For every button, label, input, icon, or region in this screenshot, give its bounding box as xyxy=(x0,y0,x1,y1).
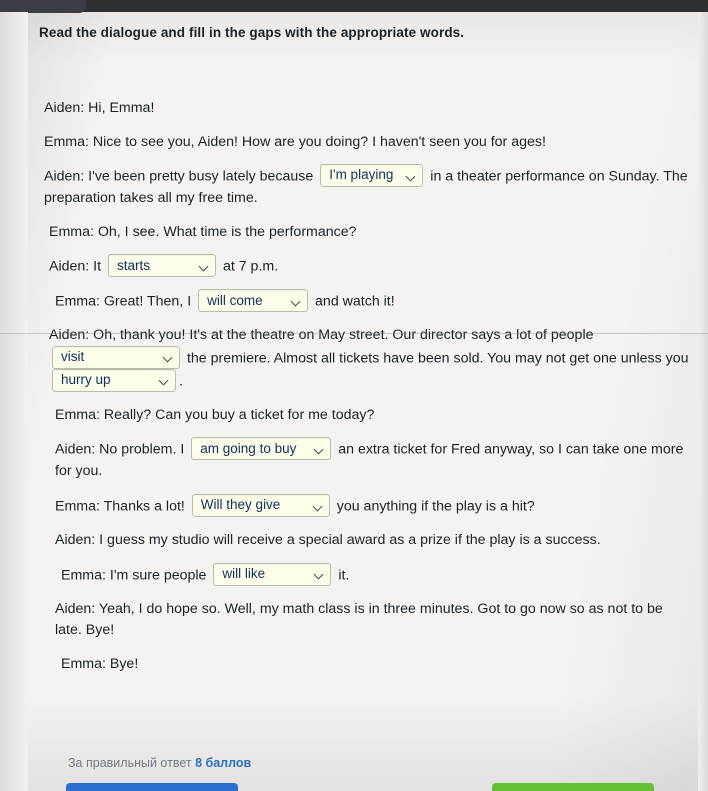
left-margin xyxy=(0,12,28,791)
dialogue-line xyxy=(61,564,689,587)
dialogue-text: Aiden: Hi, Emma! xyxy=(44,100,155,116)
next-button[interactable] xyxy=(492,783,654,791)
dialogue-line xyxy=(55,438,689,483)
check-button[interactable] xyxy=(66,783,238,791)
dialogue-line xyxy=(44,98,689,120)
gap-dropdown[interactable] xyxy=(191,437,331,460)
dialogue-line xyxy=(55,599,689,642)
dialogue-text: you anything if the play is a hit? xyxy=(332,498,535,515)
chevron-down-icon xyxy=(315,569,325,579)
gap-dropdown[interactable] xyxy=(52,369,176,392)
dialogue-line xyxy=(49,222,689,244)
score-label xyxy=(68,756,251,770)
dialogue-line xyxy=(61,654,689,676)
gap-selected-value: Will they give xyxy=(200,497,281,513)
chevron-down-icon xyxy=(407,171,417,181)
chevron-down-icon xyxy=(314,501,324,511)
gap-selected-value: visit xyxy=(61,349,85,365)
gap-dropdown[interactable] xyxy=(52,346,180,369)
dialogue-text: Emma: I'm sure people xyxy=(61,566,211,583)
dialogue-line xyxy=(55,405,689,427)
dialogue-text: Aiden: No problem. I xyxy=(55,441,189,458)
right-margin xyxy=(698,12,708,791)
dialogue-text: Emma: Thanks a lot! xyxy=(55,498,189,515)
gap-selected-value: I'm playing xyxy=(329,167,394,183)
dialogue-text: Aiden: I've been pretty busy lately because xyxy=(44,168,318,185)
gap-dropdown[interactable] xyxy=(192,494,330,517)
dialogue-line xyxy=(44,132,689,154)
dialogue-line xyxy=(49,325,693,393)
score-prefix: За правильный ответ xyxy=(68,756,196,770)
dialogue-text: Emma: Oh, I see. What time is the performance? xyxy=(49,223,357,240)
chevron-down-icon xyxy=(164,352,174,362)
dialogue-text: Emma: Nice to see you, Aiden! How are you doing? I haven't seen you for ages! xyxy=(44,133,546,150)
dialogue-text: and watch it! xyxy=(311,293,395,310)
score-points: 8 баллов xyxy=(195,756,252,770)
photo-seam xyxy=(0,333,708,334)
dialogue-text: Emma: Really? Can you buy a ticket for me today? xyxy=(55,406,375,423)
chevron-down-icon xyxy=(160,375,170,385)
chevron-down-icon xyxy=(292,296,302,306)
dialogue-text: an extra ticket for Fred anyway, so I can take one more for you. xyxy=(55,441,688,480)
gap-dropdown[interactable] xyxy=(213,563,331,586)
gap-selected-value: will like xyxy=(222,565,266,581)
dialogue-text: Aiden: I guess my studio will receive a special award as a prize if the play is a success. xyxy=(55,532,601,549)
dialogue-body xyxy=(39,98,693,687)
dialogue-text: the premiere. Almost all tickets have been sold. You may not get one unless you xyxy=(183,350,693,367)
gap-selected-value: am going to buy xyxy=(200,440,297,456)
dialogue-text: Emma: Bye! xyxy=(61,655,139,672)
browser-top-strip xyxy=(0,0,708,12)
gap-dropdown[interactable] xyxy=(320,164,423,187)
dialogue-line xyxy=(55,495,689,518)
gap-selected-value: will come xyxy=(207,292,263,308)
dialogue-line xyxy=(49,255,689,278)
gap-selected-value: hurry up xyxy=(61,372,111,388)
dialogue-line xyxy=(44,165,692,210)
dialogue-text: Aiden: Yeah, I do hope so. Well, my math class is in three minutes. Got to go now so as not to be late. Bye! xyxy=(55,600,667,639)
chevron-down-icon xyxy=(200,261,210,271)
dialogue-text: . xyxy=(179,373,183,390)
bottom-action-bar xyxy=(0,781,708,791)
dialogue-text: it. xyxy=(334,566,350,583)
dialogue-text: at 7 p.m. xyxy=(219,258,279,275)
dialogue-text: in a theater performance on Sunday. The preparation takes all my free time. xyxy=(44,168,692,207)
gap-selected-value: starts xyxy=(117,257,151,273)
exercise-content xyxy=(28,12,698,791)
dialogue-text: Aiden: Oh, thank you! It's at the theatre on May street. Our director says a lot of people xyxy=(49,327,598,344)
dialogue-line xyxy=(55,530,689,552)
dialogue-line xyxy=(55,290,689,313)
instruction-text: Read the dialogue and fill in the gaps with the appropriate words. xyxy=(39,25,465,40)
gap-dropdown[interactable] xyxy=(108,254,216,277)
dialogue-text: Aiden: It xyxy=(49,258,105,275)
gap-dropdown[interactable] xyxy=(198,289,308,312)
dialogue-text: Emma: Great! Then, I xyxy=(55,293,196,310)
chevron-down-icon xyxy=(315,444,325,454)
